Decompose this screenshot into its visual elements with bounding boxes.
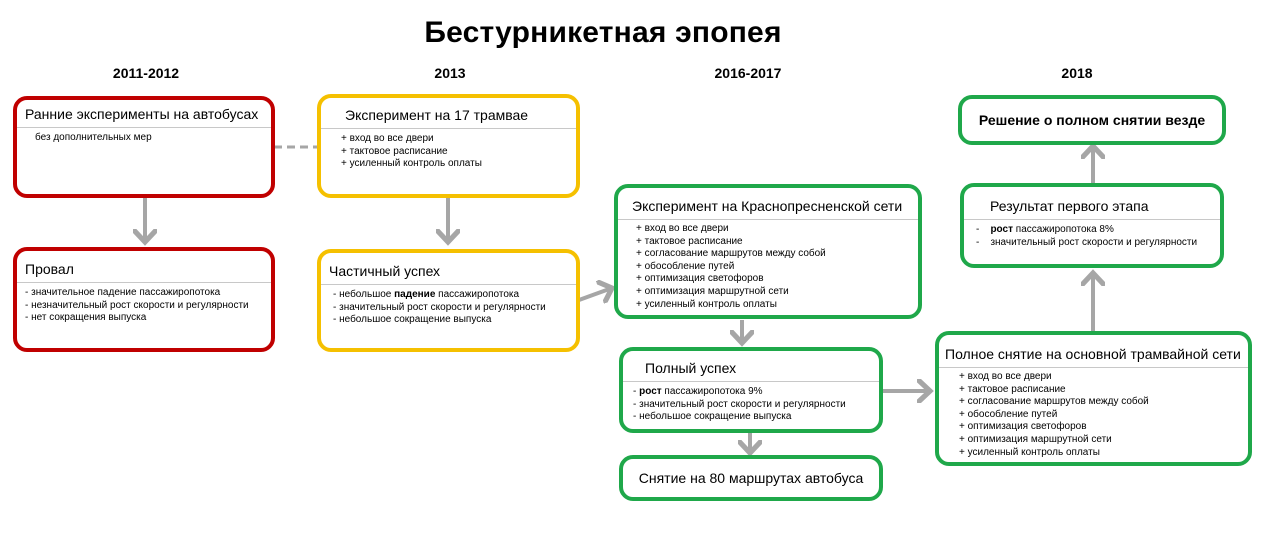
list-item: + тактовое расписание (959, 383, 1066, 395)
list-item: + оптимизация маршрутной сети (959, 433, 1112, 445)
list-item: - рост пассажиропотока 9% (633, 386, 763, 397)
box-krasnopresnenskaya-experiment (614, 184, 922, 319)
year-label-2013: 2013 (434, 65, 466, 81)
list-item: + обособление путей (959, 408, 1058, 420)
box-full-removal-decision (958, 95, 1226, 145)
box-title: Решение о полном снятии везде (978, 112, 1206, 128)
year-label-2016-2017: 2016-2017 (714, 65, 782, 81)
list-item: - небольшое падение пассажиропотока (333, 289, 520, 300)
box-early-bus-experiments (13, 96, 275, 198)
list-item: - значительный рост скорости и регулярности (333, 301, 546, 313)
list-item: + усиленный контроль оплаты (959, 446, 1100, 458)
box-title: Ранние эксперименты на автобусах (17, 100, 271, 128)
year-label-2011-2012: 2011-2012 (112, 65, 180, 81)
list-item: + оптимизация светофоров (636, 273, 764, 285)
list-item: + согласование маршрутов между собой (959, 396, 1149, 408)
list-item: + тактовое расписание (636, 235, 743, 247)
box-title: Эксперимент на 17 трамвае (321, 98, 576, 129)
list-item: без дополнительных мер (35, 132, 152, 143)
list-item: + вход во все двери (341, 133, 434, 144)
list-item: - нет сокращения выпуска (25, 312, 147, 324)
box-title: Полное снятие на основной трамвайной сети (939, 335, 1248, 368)
list-item: + вход во все двери (959, 371, 1052, 382)
box-first-stage-result (960, 183, 1224, 268)
box-tram17-experiment (317, 94, 580, 198)
list-item: + усиленный контроль оплаты (636, 298, 777, 310)
box-title: Эксперимент на Краснопресненской сети (618, 188, 918, 220)
list-item: - значительный рост скорости и регулярности (633, 398, 846, 410)
list-item: + усиленный контроль оплаты (341, 158, 482, 170)
list-item: - значительное падение пассажиропотока (25, 287, 221, 298)
list-item: + согласование маршрутов между собой (636, 248, 826, 260)
box-title: Результат первого этапа (964, 187, 1220, 220)
list-item: + оптимизация светофоров (959, 421, 1087, 433)
list-item: - небольшое сокращение выпуска (633, 411, 792, 423)
arrow-partial-to-krasnopresnenskaya (579, 288, 612, 300)
year-label-2018: 2018 (1061, 65, 1093, 81)
list-item: + вход во все двери (636, 223, 729, 234)
list-item: - значительный рост скорости и регулярности (976, 236, 1198, 248)
box-full-success (619, 347, 883, 433)
box-failure (13, 247, 275, 352)
box-title: Провал (17, 251, 271, 283)
list-item: - незначительный рост скорости и регулярности (25, 299, 249, 311)
diagram-title: Бестурникетная эпопея (424, 16, 782, 49)
list-item: + тактовое расписание (341, 145, 448, 157)
box-title: Снятие на 80 маршрутах автобуса (638, 470, 864, 486)
box-partial-success (317, 249, 580, 352)
box-title: Частичный успех (321, 253, 576, 285)
box-full-removal-main-tram-network (935, 331, 1252, 466)
list-item: + обособление путей (636, 260, 735, 272)
box-bus-80-routes (619, 455, 883, 501)
box-title: Полный успех (623, 351, 879, 382)
list-item: - рост пассажиропотока 8% (976, 224, 1114, 235)
list-item: - небольшое сокращение выпуска (333, 314, 492, 326)
list-item: + оптимизация маршрутной сети (636, 285, 789, 297)
